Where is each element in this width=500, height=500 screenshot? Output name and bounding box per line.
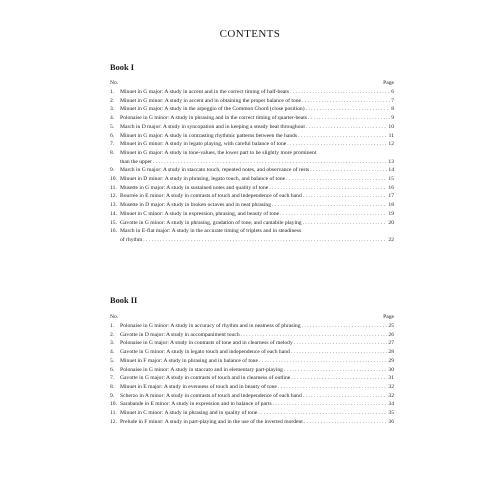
entry-title: Musette in D major: A study in broken octaves and in neat phrasing [120, 202, 272, 209]
entry-page-number: 10 [388, 123, 394, 130]
entry-page-number: 32 [388, 383, 394, 390]
entry-title: Polonaise in G minor: A study in phrasing and in the correct timing of quarter-beats [120, 115, 307, 122]
contents-entry [110, 132, 394, 141]
dot-leader [258, 409, 387, 418]
entry-number: 4. [110, 115, 115, 122]
column-page-label: Page [383, 314, 394, 320]
entry-page-number: 27 [388, 340, 394, 347]
entry-number: 15. [110, 219, 117, 226]
entry-number: 10. [110, 401, 117, 408]
entry-page-number: 8 [391, 106, 394, 113]
contents-entry [110, 140, 394, 149]
entry-number: 8. [110, 149, 115, 156]
contents-entry [110, 366, 394, 375]
book-1-column-header [110, 79, 394, 87]
entry-title: Minuet in G major: A study in accent and in the correct timing of half-beats [120, 89, 290, 95]
entry-page-number: 36 [388, 418, 394, 425]
entry-number: 7. [110, 141, 115, 148]
entry-number: 5. [110, 357, 115, 364]
dot-leader [303, 192, 388, 201]
entry-number: 5. [110, 123, 115, 130]
entry-page-number: 32 [388, 392, 394, 399]
entry-number: 7. [110, 375, 115, 382]
entry-title: Polonaise in G minor: A study in staccato and in elementary part-playing [120, 366, 283, 373]
entry-page-number: 20 [388, 219, 394, 226]
entry-number: 9. [110, 167, 115, 174]
dot-leader [294, 339, 388, 348]
entry-page-number: 7 [391, 97, 394, 104]
contents-entry [110, 322, 394, 331]
dot-leader [273, 400, 388, 409]
contents-entry [110, 88, 394, 97]
entry-number: 16. [110, 228, 117, 235]
contents-entry [110, 114, 394, 123]
entry-page-number: 14 [388, 167, 394, 174]
dot-leader [308, 114, 390, 123]
contents-entry [110, 392, 394, 401]
dot-leader [284, 366, 387, 375]
entry-page-number: 29 [388, 357, 394, 364]
entry-title-continued: of rhythm [120, 236, 143, 243]
dot-leader [291, 374, 387, 383]
entry-title: March in G major: A study in staccato touch, repeated notes, and observance of rests [120, 167, 310, 174]
dot-leader [259, 357, 387, 366]
entry-title: Minuet in E major: A study in evenness of touch and in beauty of tone [120, 383, 277, 390]
entry-number: 3. [110, 340, 115, 347]
entry-title: Minuet in G major: A study in the arpeggio of the Common Chord (close position) [120, 106, 305, 113]
contents-entry [110, 184, 394, 193]
contents-entry [110, 97, 394, 106]
dot-leader [310, 166, 387, 175]
entry-page-number: 30 [388, 366, 394, 373]
book-2-contents-list [110, 322, 394, 426]
entry-title: Gavotte in G major: A study in contrasts of touch and in clearness of outline [120, 375, 291, 382]
entry-number: 6. [110, 132, 115, 139]
dot-leader [302, 322, 388, 331]
contents-entry [110, 149, 394, 166]
entry-title-continued: than the upper [120, 158, 152, 165]
entry-number: 6. [110, 366, 115, 373]
entry-page-number: 6 [391, 89, 394, 95]
entry-title: Polonaise in G minor: A study in accuracy of rhythm and in neatness of phrasing [120, 323, 301, 329]
entry-number: 12. [110, 193, 117, 200]
entry-title: Minuet in G major: A study in tone-values, the lower part to be slightly more prominent [120, 149, 317, 156]
entry-page-number: 17 [388, 193, 394, 200]
book-2-column-header [110, 313, 394, 321]
entry-number: 4. [110, 349, 115, 356]
entry-number: 9. [110, 392, 115, 399]
entry-number: 10. [110, 176, 117, 183]
entry-title: Minuet in G minor: A study in accent and in obtaining the proper balance of tone [120, 97, 301, 104]
entry-number: 11. [110, 184, 117, 191]
entry-title: Gavotte in G minor: A study in phrasing, gradation of tone, and cantabile playing [120, 219, 302, 226]
column-no-label: No. [110, 314, 119, 320]
contents-entry [110, 227, 394, 244]
contents-entry [110, 357, 394, 366]
contents-entry [110, 331, 394, 340]
dot-leader [280, 210, 387, 219]
entry-page-number: 19 [388, 210, 394, 217]
contents-entry [110, 175, 394, 184]
entry-page-number: 12 [388, 141, 394, 148]
entry-number: 14. [110, 210, 117, 217]
dot-leader [290, 88, 390, 97]
entry-title: Polonaise in G major: A study in contrasts of tone and in clearness of melody [120, 340, 293, 347]
dot-leader [306, 105, 391, 114]
page-title: CONTENTS [219, 28, 281, 40]
contents-entry [110, 219, 394, 228]
entry-title: Gavotte in D major: A study in accompaniment touch [120, 331, 240, 338]
dot-leader [306, 123, 388, 132]
entry-page-number: 35 [388, 410, 394, 417]
book-2-heading: Book II [110, 296, 138, 305]
contents-entry [110, 192, 394, 201]
dot-leader [269, 184, 387, 193]
entry-title: Minuet in C minor: A study in phrasing and in quality of tone [120, 410, 258, 417]
entry-title: Minuet in C minor: A study in expression, phrasing, and beauty of tone [120, 210, 280, 217]
entry-page-number: 9 [391, 115, 394, 122]
entry-page-number: 34 [388, 401, 394, 408]
entry-title: Gavotte in G minor: A study in legato touch and independence of each hand [120, 349, 290, 356]
entry-number: 12. [110, 418, 117, 425]
entry-page-number: 25 [388, 323, 394, 329]
entry-title: Sarabande in E minor: A study in expression and in balance of parts [120, 401, 272, 408]
entry-title: Musette in G major: A study in sustained notes and quality of tone [120, 184, 269, 191]
contents-entry [110, 418, 394, 427]
entry-page-number: 15 [388, 176, 394, 183]
entry-title: Scherzo in A minor: A study in contrasts of touch and independence of each hand [120, 392, 302, 399]
column-page-label: Page [383, 80, 394, 86]
entry-number: 13. [110, 202, 117, 209]
dot-leader [153, 158, 387, 167]
dot-leader [143, 236, 387, 245]
contents-entry [110, 339, 394, 348]
entry-number: 2. [110, 97, 115, 104]
entry-page-number: 18 [388, 202, 394, 209]
book-1-contents-list [110, 88, 394, 245]
entry-title: Minuet in G major: A study in contrasting rhythmic patterns between the hands [120, 132, 298, 139]
contents-entry [110, 374, 394, 383]
entry-number: 2. [110, 331, 115, 338]
dot-leader [278, 383, 387, 392]
entry-page-number: 22 [388, 236, 394, 243]
entry-number: 1. [110, 323, 115, 329]
entry-number: 3. [110, 106, 115, 113]
dot-leader [291, 348, 388, 357]
entry-title: March in D major: A study in syncopation and in keeping a steady beat throughout [120, 123, 305, 130]
contents-entry [110, 210, 394, 219]
entry-title: Minuet in F major: A study in phrasing and in balance of tone [120, 357, 258, 364]
entry-number: 11. [110, 410, 117, 417]
dot-leader [303, 392, 388, 401]
entry-page-number: 31 [388, 375, 394, 382]
book-1-heading: Book I [110, 63, 134, 72]
contents-entry [110, 201, 394, 210]
dot-leader [298, 132, 388, 141]
entry-title: March in E-flat major: A study in the accurate timing of triplets and in steadiness [120, 228, 302, 235]
entry-title: Minuet in G minor: A study in legato playing, with careful balance of tone [120, 141, 287, 148]
entry-page-number: 13 [388, 158, 394, 165]
entry-page-number: 16 [388, 184, 394, 191]
entry-number: 8. [110, 383, 115, 390]
entry-page-number: 28 [388, 349, 394, 356]
entry-page-number: 26 [388, 331, 394, 338]
dot-leader [272, 201, 387, 210]
contents-entry [110, 400, 394, 409]
contents-entry [110, 166, 394, 175]
contents-entry [110, 123, 394, 132]
contents-entry [110, 409, 394, 418]
entry-title: Bourrée in E minor: A study in contrasts of touch and independence of each hand [120, 193, 302, 200]
dot-leader [286, 175, 387, 184]
dot-leader [304, 418, 388, 427]
contents-entry [110, 383, 394, 392]
dot-leader [287, 140, 387, 149]
column-no-label: No. [110, 80, 119, 86]
entry-title: Minuet in D minor: A study in phrasing, legato touch, and balance of tone [120, 176, 286, 183]
entry-title: Prelude in F minor: A study in part-playing and in the use of the inverted mordent [120, 418, 303, 425]
dot-leader [302, 97, 390, 106]
contents-entry [110, 105, 394, 114]
dot-leader [303, 219, 388, 228]
entry-number: 1. [110, 89, 115, 95]
dot-leader [241, 331, 388, 340]
entry-page-number: 11 [388, 132, 394, 139]
contents-entry [110, 348, 394, 357]
